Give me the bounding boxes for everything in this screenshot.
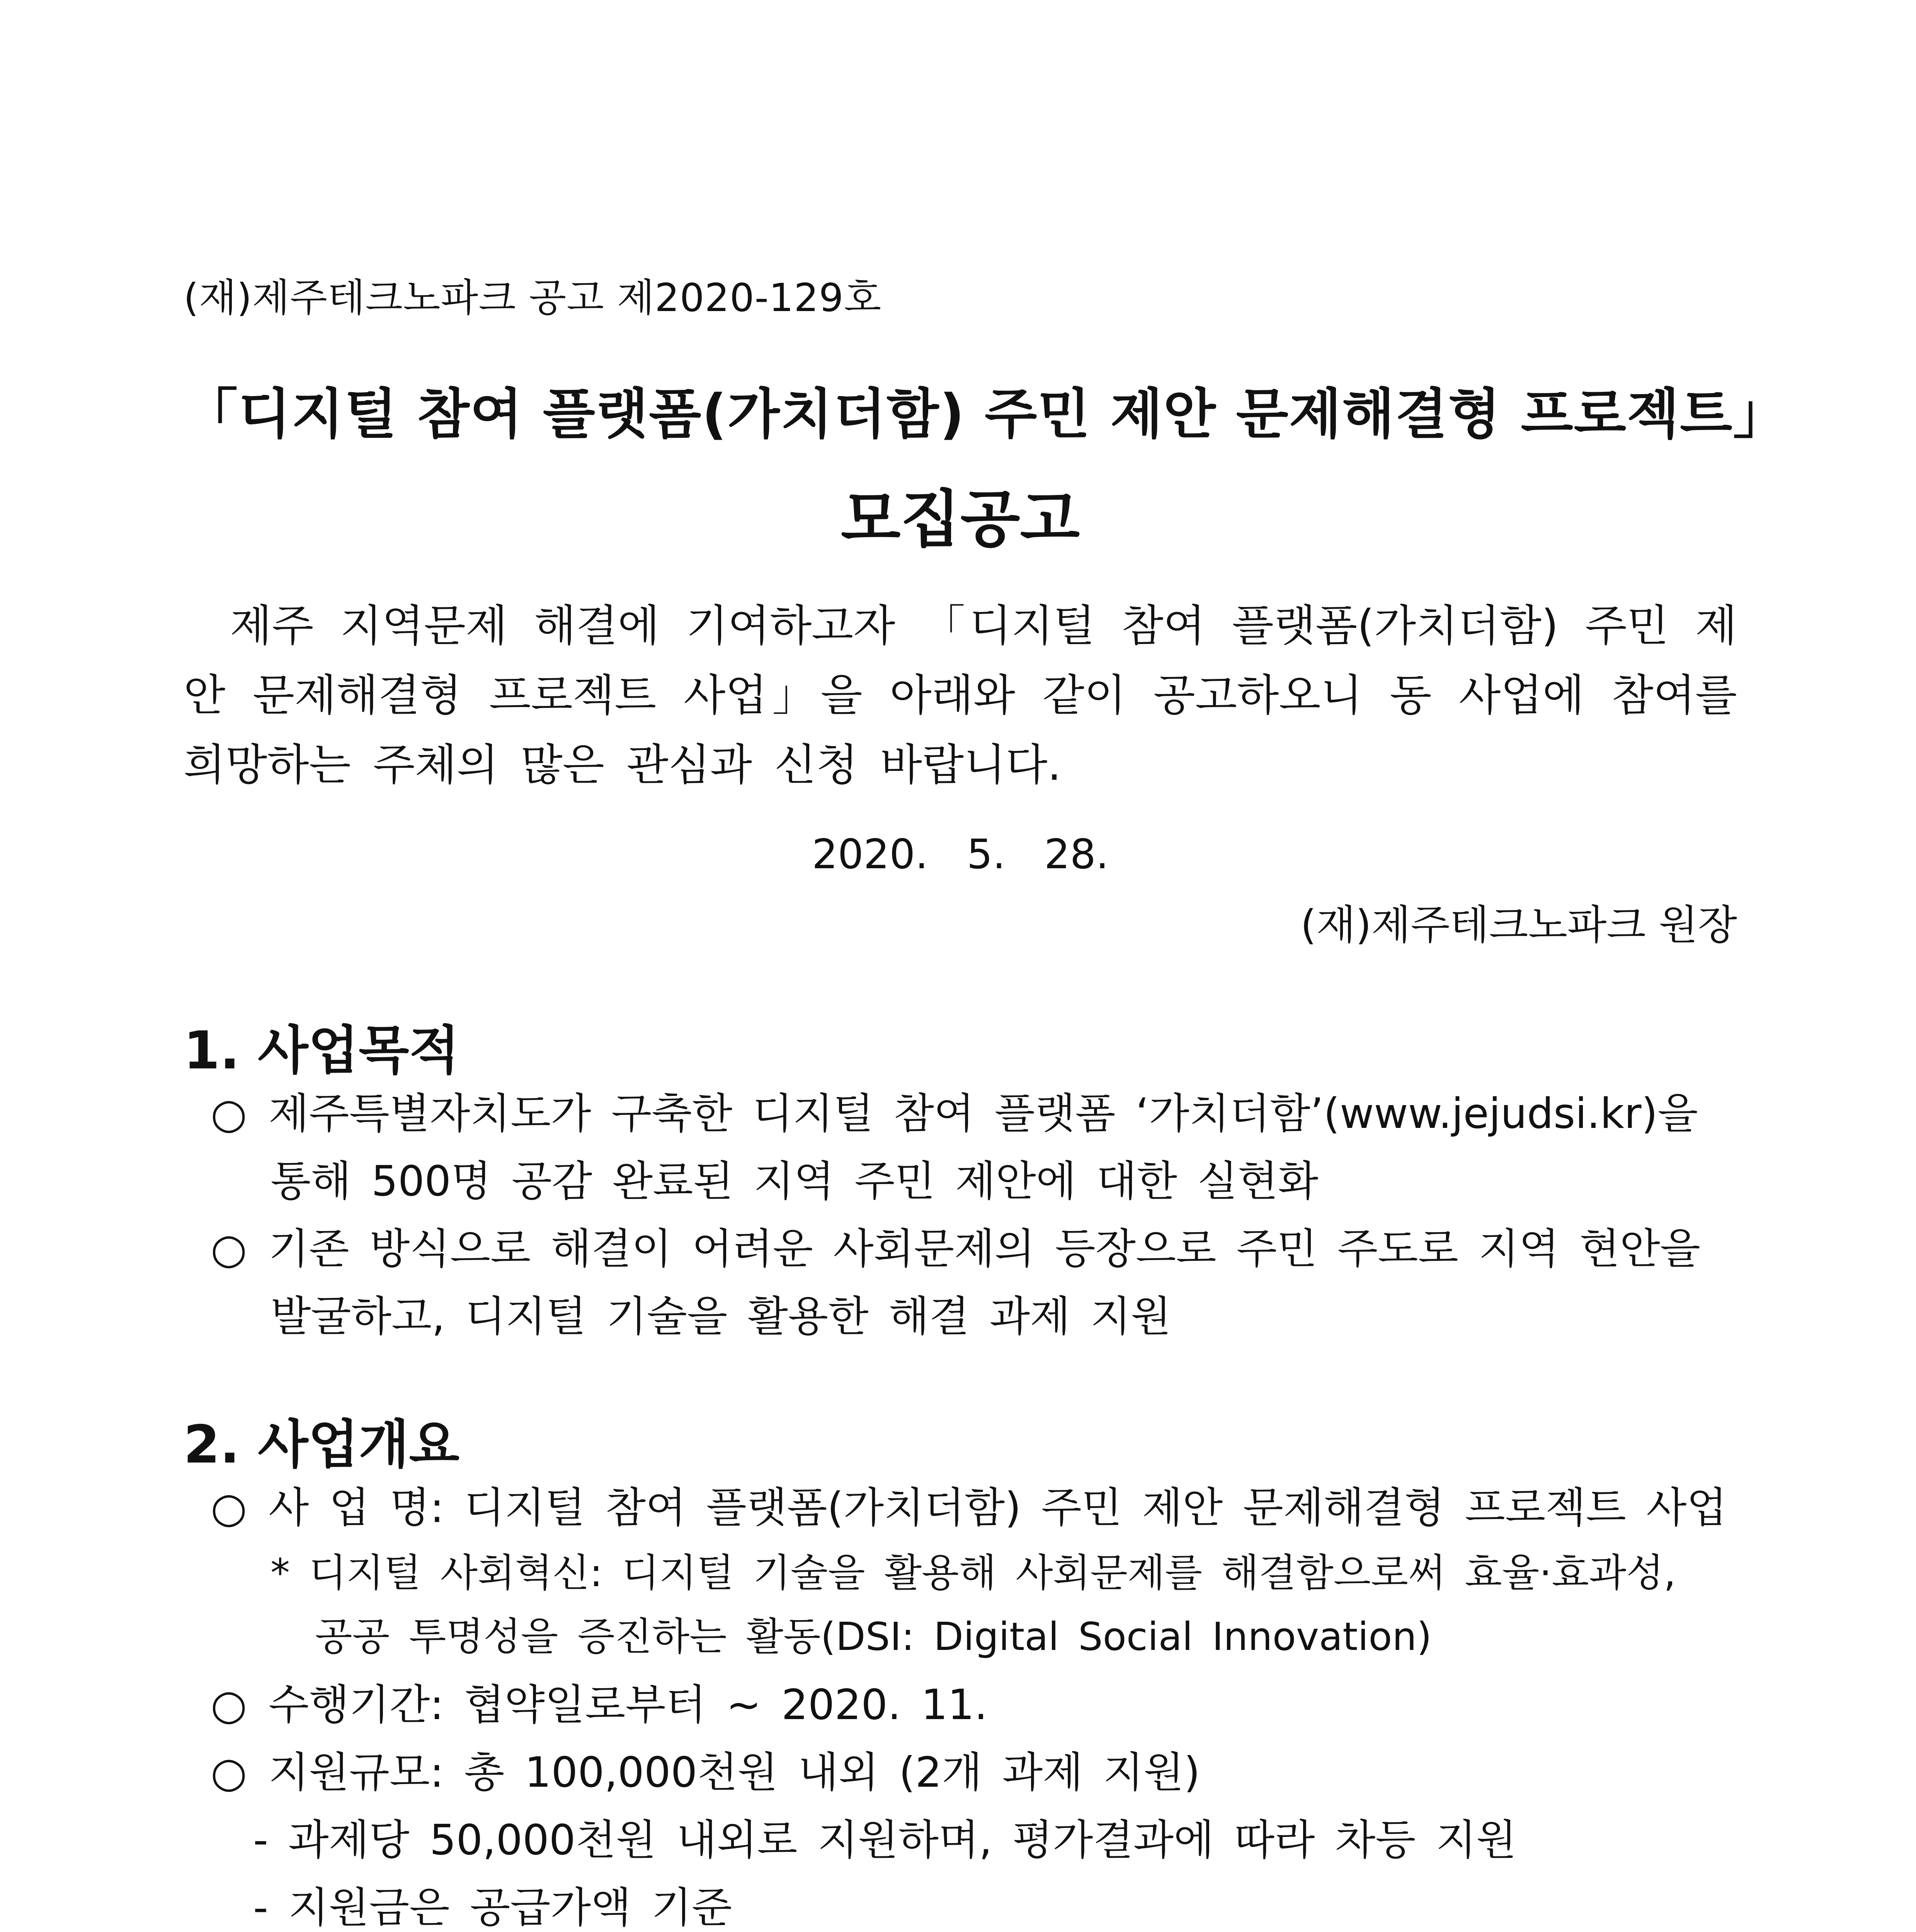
section-1-item-2 bbox=[211, 1215, 1700, 1275]
section-2-title: 2. 사업개요 bbox=[184, 1414, 459, 1475]
section-2-budget-sub-2: - 지원금은 공급가액 기준 bbox=[253, 1884, 732, 1932]
section-2-note: * 디지털 사회혁신: 디지털 기술을 활용해 사회문제를 해결함으로써 효율·효과성, bbox=[271, 1550, 1676, 1595]
item-text: 사 업 명: 디지털 참여 플랫폼(가치더함) 주민 제안 문제해결형 프로젝트 사업 bbox=[269, 1484, 1727, 1532]
item-text: 제주특별자치도가 구축한 디지털 참여 플랫폼 ‘가치더함’(www.jejudsi.kr)을 bbox=[269, 1090, 1698, 1138]
item-text: 지원규모: 총 100,000천원 내외 (2개 과제 지원) bbox=[269, 1748, 1200, 1797]
item-text: 수행기간: 협약일로부터 ~ 2020. 11. bbox=[269, 1681, 988, 1729]
item-text: 기존 방식으로 해결이 어려운 사회문제의 등장으로 주민 주도로 지역 현안을 bbox=[269, 1225, 1701, 1273]
intro-paragraph: 제주 지역문제 해결에 기여하고자 「디지털 참여 플랫폼(가치더함) 주민 제안 문제해결형 프로젝트 사업」을 아래와 같이 공고하오니 동 사업에 참여를 희망하는 주체의 많은 관심과 신청 바랍니다. bbox=[184, 601, 1737, 790]
section-2-item-budget bbox=[211, 1739, 1200, 1799]
circle-bullet-icon: ○ bbox=[211, 1681, 247, 1729]
circle-bullet-icon: ○ bbox=[211, 1225, 247, 1273]
notice-date: 2020. 5. 28. bbox=[812, 831, 1109, 878]
section-1-item-1-continued: 통해 500명 공감 완료된 지역 주민 제안에 대한 실현화 bbox=[271, 1157, 1319, 1206]
circle-bullet-icon: ○ bbox=[211, 1090, 247, 1138]
section-1-item-1 bbox=[211, 1080, 1698, 1140]
document-title: 「디지털 참여 플랫폼(가치더함) 주민 제안 문제해결형 프로젝트」 bbox=[184, 383, 1788, 446]
section-2-item-project-name bbox=[211, 1474, 1727, 1534]
circle-bullet-icon: ○ bbox=[211, 1748, 247, 1797]
section-1-title: 1. 사업목적 bbox=[184, 1020, 459, 1081]
circle-bullet-icon: ○ bbox=[211, 1484, 247, 1532]
section-1-item-2-continued: 발굴하고, 디지털 기술을 활용한 해결 과제 지원 bbox=[271, 1293, 1171, 1341]
notice-number: (재)제주테크노파크 공고 제2020-129호 bbox=[184, 275, 882, 320]
issuer-name: (재)제주테크노파크 원장 bbox=[1300, 901, 1737, 949]
section-2-note-continued: 공공 투명성을 증진하는 활동(DSI: Digital Social Innovation) bbox=[315, 1614, 1432, 1659]
section-2-budget-sub-1: - 과제당 50,000천원 내외로 지원하며, 평가결과에 따라 차등 지원 bbox=[253, 1816, 1517, 1864]
section-2-item-period bbox=[211, 1671, 987, 1731]
document-subtitle: 모집공고 bbox=[841, 483, 1080, 555]
